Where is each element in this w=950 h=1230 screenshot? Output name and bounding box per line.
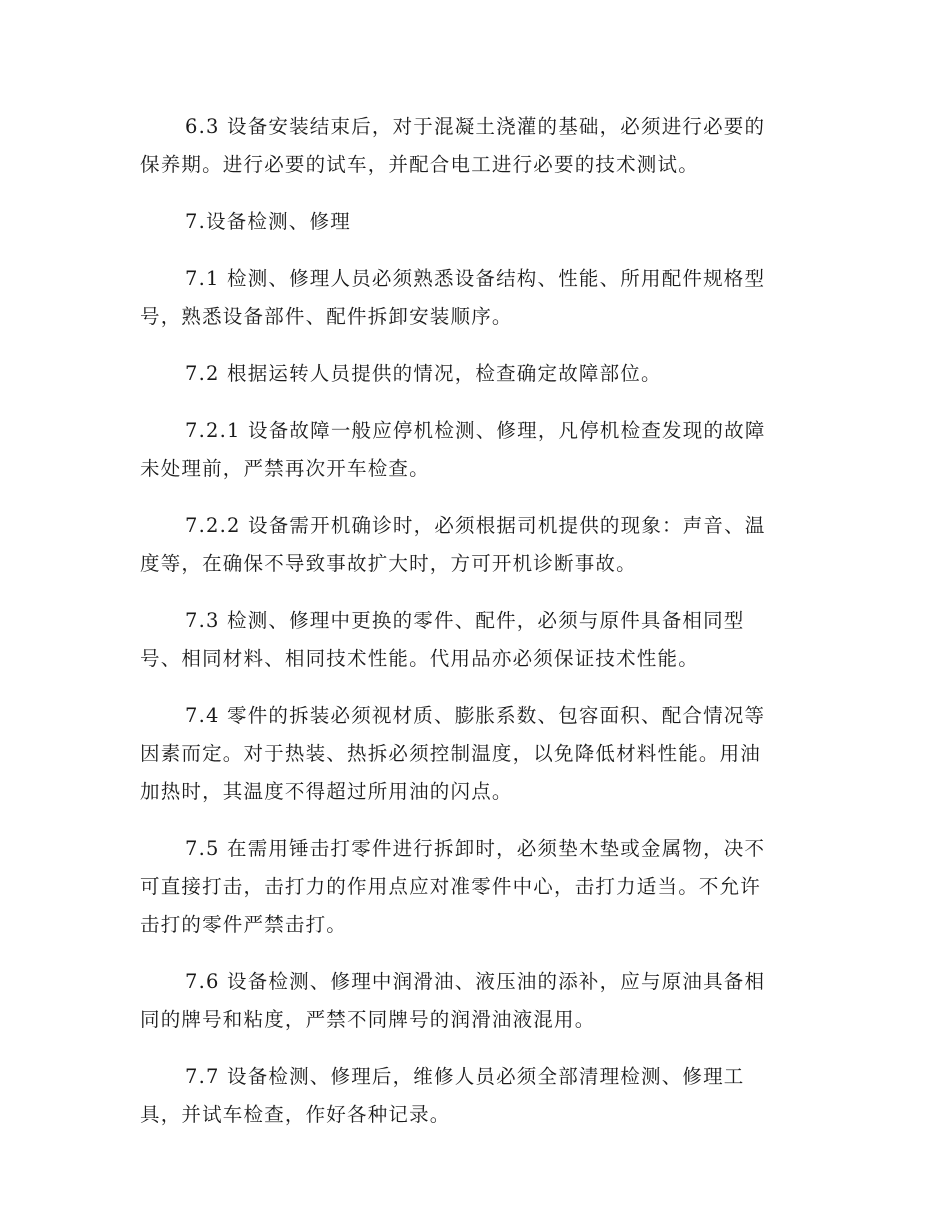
paragraph-line: 因素而定。对于热装、热拆必须控制温度，以免降低材料性能。用油 <box>140 742 762 765</box>
document-page <box>140 108 800 1153</box>
paragraph-line: 保养期。进行必要的试车，并配合电工进行必要的技术测试。 <box>140 153 699 176</box>
paragraph-7-7 <box>140 1058 800 1134</box>
paragraph-7-4 <box>140 697 800 811</box>
paragraph-line: 可直接打击，击打力的作用点应对准零件中心，击打力适当。不允许 <box>140 875 762 898</box>
paragraph-7-1 <box>140 260 800 336</box>
paragraph-6-3 <box>140 108 800 184</box>
paragraph-line: 7.2.2 设备需开机确诊时，必须根据司机提供的现象：声音、温 <box>185 514 766 537</box>
paragraph-line: 7.2 根据运转人员提供的情况，检查确定故障部位。 <box>185 362 662 385</box>
paragraph-line: 7.6 设备检测、修理中润滑油、液压油的添补，应与原油具备相 <box>185 970 766 993</box>
section-heading-7 <box>140 203 800 241</box>
paragraph-7-6 <box>140 963 800 1039</box>
paragraph-line: 7.1 检测、修理人员必须熟悉设备结构、性能、所用配件规格型 <box>185 267 766 290</box>
heading-text: 7.设备检测、修理 <box>185 210 351 233</box>
paragraph-line: 7.4 零件的拆装必须视材质、膨胀系数、包容面积、配合情况等 <box>185 704 766 727</box>
paragraph-line: 未处理前，严禁再次开车检查。 <box>140 457 430 480</box>
paragraph-line: 号，熟悉设备部件、配件拆卸安装顺序。 <box>140 305 513 328</box>
paragraph-7-2-2 <box>140 507 800 583</box>
paragraph-line: 加热时，其温度不得超过所用油的闪点。 <box>140 780 513 803</box>
paragraph-line: 7.7 设备检测、修理后，维修人员必须全部清理检测、修理工 <box>185 1065 745 1088</box>
paragraph-7-2 <box>140 355 800 393</box>
paragraph-line: 7.2.1 设备故障一般应停机检测、修理，凡停机检查发现的故障 <box>185 419 766 442</box>
paragraph-7-3 <box>140 602 800 678</box>
paragraph-line: 同的牌号和粘度，严禁不同牌号的润滑油液混用。 <box>140 1008 596 1031</box>
paragraph-7-5 <box>140 830 800 944</box>
paragraph-7-2-1 <box>140 412 800 488</box>
paragraph-line: 具，并试车检查，作好各种记录。 <box>140 1103 451 1126</box>
paragraph-line: 号、相同材料、相同技术性能。代用品亦必须保证技术性能。 <box>140 647 699 670</box>
paragraph-line: 7.3 检测、修理中更换的零件、配件，必须与原件具备相同型 <box>185 609 745 632</box>
paragraph-line: 7.5 在需用锤击打零件进行拆卸时，必须垫木垫或金属物，决不 <box>185 837 766 860</box>
paragraph-line: 6.3 设备安装结束后，对于混凝土浇灌的基础，必须进行必要的 <box>185 115 766 138</box>
paragraph-line: 击打的零件严禁击打。 <box>140 913 348 936</box>
paragraph-line: 度等，在确保不导致事故扩大时，方可开机诊断事故。 <box>140 552 637 575</box>
